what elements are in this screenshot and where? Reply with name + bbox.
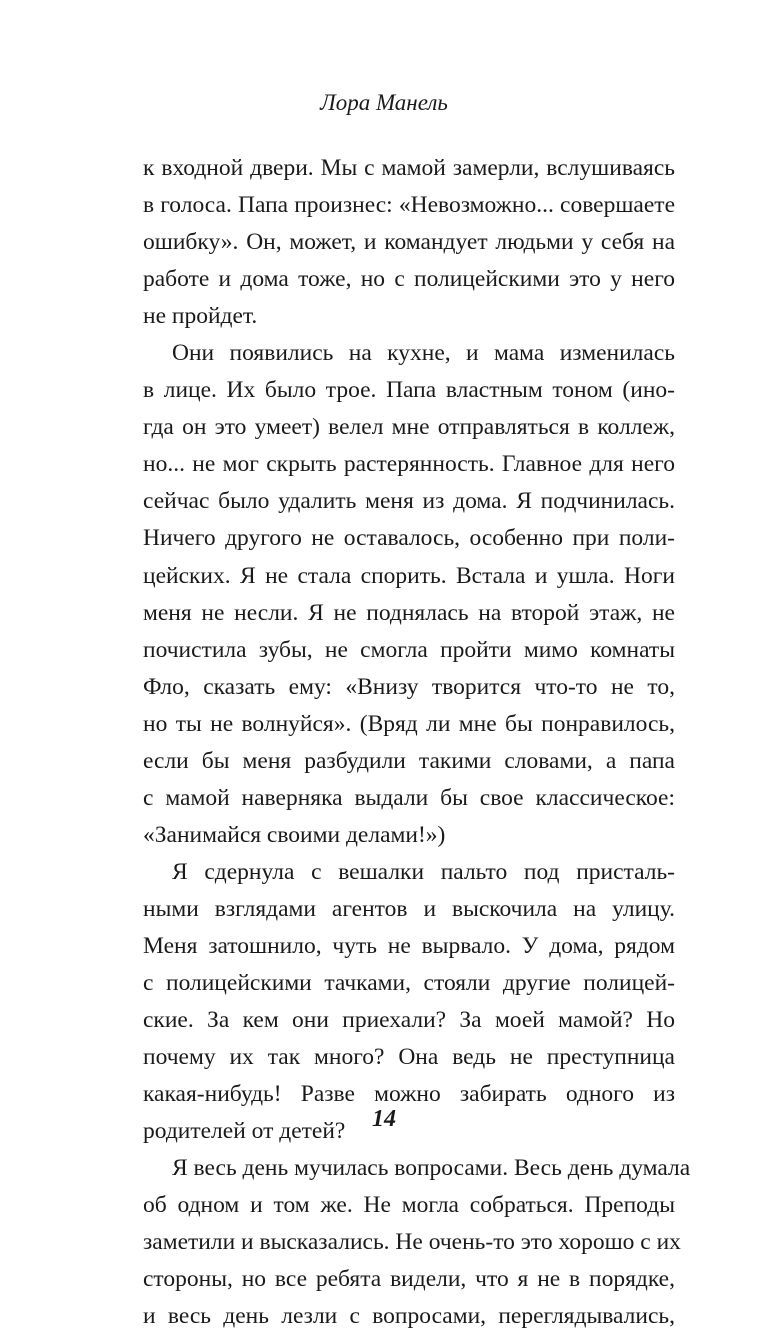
text-line: в голоса. Папа произнес: «Невозможно... совершаете bbox=[143, 192, 675, 219]
text-line: заметили и высказались. Не очень-то это хорошо с их bbox=[143, 1229, 681, 1256]
text-line: стороны, но все ребята видели, что я не в порядке, bbox=[143, 1266, 675, 1293]
page-number: 14 bbox=[372, 1106, 396, 1132]
text-line: почистила зубы, не смогла пройти мимо комнаты bbox=[143, 636, 675, 663]
text-line: Ничего другого не оставалось, особенно при поли- bbox=[143, 525, 675, 552]
text-line: работе и дома тоже, но с полицейскими это у него bbox=[143, 266, 675, 293]
running-head: Лора Манель bbox=[320, 90, 448, 115]
text-line: меня не несли. Я не поднялась на второй этаж, не bbox=[143, 599, 675, 626]
text-line: с мамой наверняка выдали бы свое классическое: bbox=[143, 784, 675, 811]
text-line: какая-нибудь! Разве можно забирать одного из bbox=[143, 1081, 675, 1108]
text-line: не пройдет. bbox=[143, 303, 258, 330]
text-line: ными взглядами агентов и выскочила на улицу. bbox=[143, 895, 675, 922]
text-line: Они появились на кухне, и мама изменилась bbox=[172, 340, 675, 367]
text-line: почему их так много? Она ведь не преступница bbox=[143, 1044, 675, 1071]
text-line: цейских. Я не стала спорить. Встала и ушла. Ноги bbox=[143, 562, 675, 589]
text-line: если бы меня разбудили такими словами, а папа bbox=[143, 747, 675, 774]
text-line: об одном и том же. Не могла собраться. Преподы bbox=[143, 1192, 675, 1219]
text-line: но... не мог скрыть растерянность. Главное для него bbox=[143, 451, 675, 478]
text-line: Я сдернула с вешалки пальто под присталь- bbox=[172, 858, 675, 885]
text-line: «Занимайся своими делами!») bbox=[143, 821, 446, 848]
text-line: родителей от детей? bbox=[143, 1118, 346, 1145]
text-line: с полицейскими тачками, стояли другие полицей- bbox=[143, 970, 675, 997]
text-line: но ты не волнуйся». (Вряд ли мне бы понравилось, bbox=[143, 710, 675, 737]
text-line: ошибку». Он, может, и командует людьми у себя на bbox=[143, 229, 675, 256]
text-line: гда он это умеет) велел мне отправляться в коллеж, bbox=[143, 414, 675, 441]
text-line: Меня затошнило, чуть не вырвало. У дома, рядом bbox=[143, 932, 675, 959]
text-line: и весь день лезли с вопросами, переглядывались, bbox=[143, 1303, 675, 1330]
text-line: в лице. Их было трое. Папа властным тоном (ино- bbox=[143, 377, 675, 404]
text-line: сейчас было удалить меня из дома. Я подчинилась. bbox=[143, 488, 675, 515]
text-line: к входной двери. Мы с мамой замерли, вслушиваясь bbox=[143, 155, 675, 181]
text-line: Фло, сказать ему: «Внизу творится что-то не то, bbox=[143, 673, 675, 700]
text-line: Я весь день мучилась вопросами. Весь день думала bbox=[172, 1155, 691, 1182]
body-text bbox=[143, 150, 691, 1336]
text-line: ские. За кем они приехали? За моей мамой? Но bbox=[143, 1007, 675, 1034]
